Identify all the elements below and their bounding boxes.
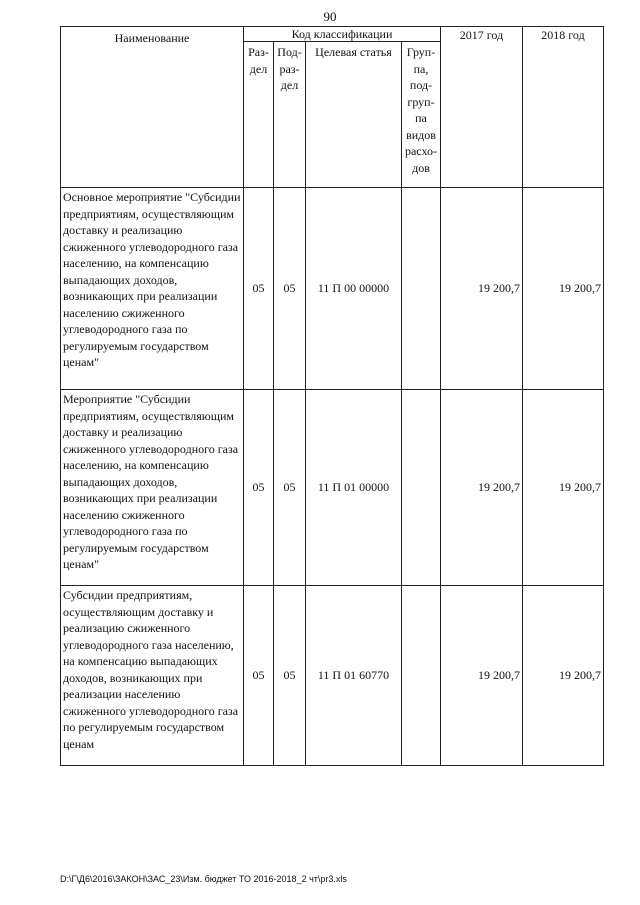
row-name: Субсидии предприятиям, осуществляющим доставку и реализацию сжиженного углеводородного газа населению, на компенсацию выпадающих доходов, возникающих при реализации населению сжиженного углеводородного газа по регулируемым государством ценам [61,586,244,766]
row-section: 05 [244,390,274,586]
header-year-2018: 2018 год [523,27,604,188]
row-year-2017: 19 200,7 [441,390,523,586]
footer-file-path: D:\Г\Д6\2016\ЗАКОН\ЗАС_23\Изм. бюджет ТО 2016-2018_2 чт\pr3.xls [60,874,347,884]
row-subsection: 05 [274,390,306,586]
row-subsection: 05 [274,586,306,766]
row-name: Основное мероприятие "Субсидии предприятиям, осуществляющим доставку и реализацию сжиженного углеводородного газа населению, на компенсацию выпадающих доходов, возникающих при реализации населению сжиженного углеводородного газа по регулируемым государством ценам" [61,188,244,390]
table-row [61,586,604,766]
row-subsection: 05 [274,188,306,390]
row-section: 05 [244,586,274,766]
header-target: Целевая статья [306,42,402,188]
row-year-2018: 19 200,7 [523,390,604,586]
header-expense-group: Груп- па, под- груп- па видов расхо- дов [402,42,441,188]
row-year-2018: 19 200,7 [523,586,604,766]
budget-table [60,26,604,766]
header-code-group: Код классификации [244,27,441,42]
page-number: 90 [323,9,337,24]
row-name: Мероприятие "Субсидии предприятиям, осуществляющим доставку и реализацию сжиженного углеводородного газа населению, на компенсацию выпадающих доходов, возникающих при реализации населению сжиженного углеводородного газа по регулируемым государством ценам" [61,390,244,586]
row-year-2017: 19 200,7 [441,586,523,766]
table-row [61,188,604,390]
row-target: 11 П 01 60770 [306,586,402,766]
header-subsection: Под- раз- дел [274,42,306,188]
row-target: 11 П 01 00000 [306,390,402,586]
header-section: Раз- дел [244,42,274,188]
row-expense-group [402,188,441,390]
row-year-2017: 19 200,7 [441,188,523,390]
table-row [61,390,604,586]
header-name: Наименование [61,27,244,188]
header-year-2017: 2017 год [441,27,523,188]
row-year-2018: 19 200,7 [523,188,604,390]
row-expense-group [402,586,441,766]
row-section: 05 [244,188,274,390]
row-expense-group [402,390,441,586]
row-target: 11 П 00 00000 [306,188,402,390]
